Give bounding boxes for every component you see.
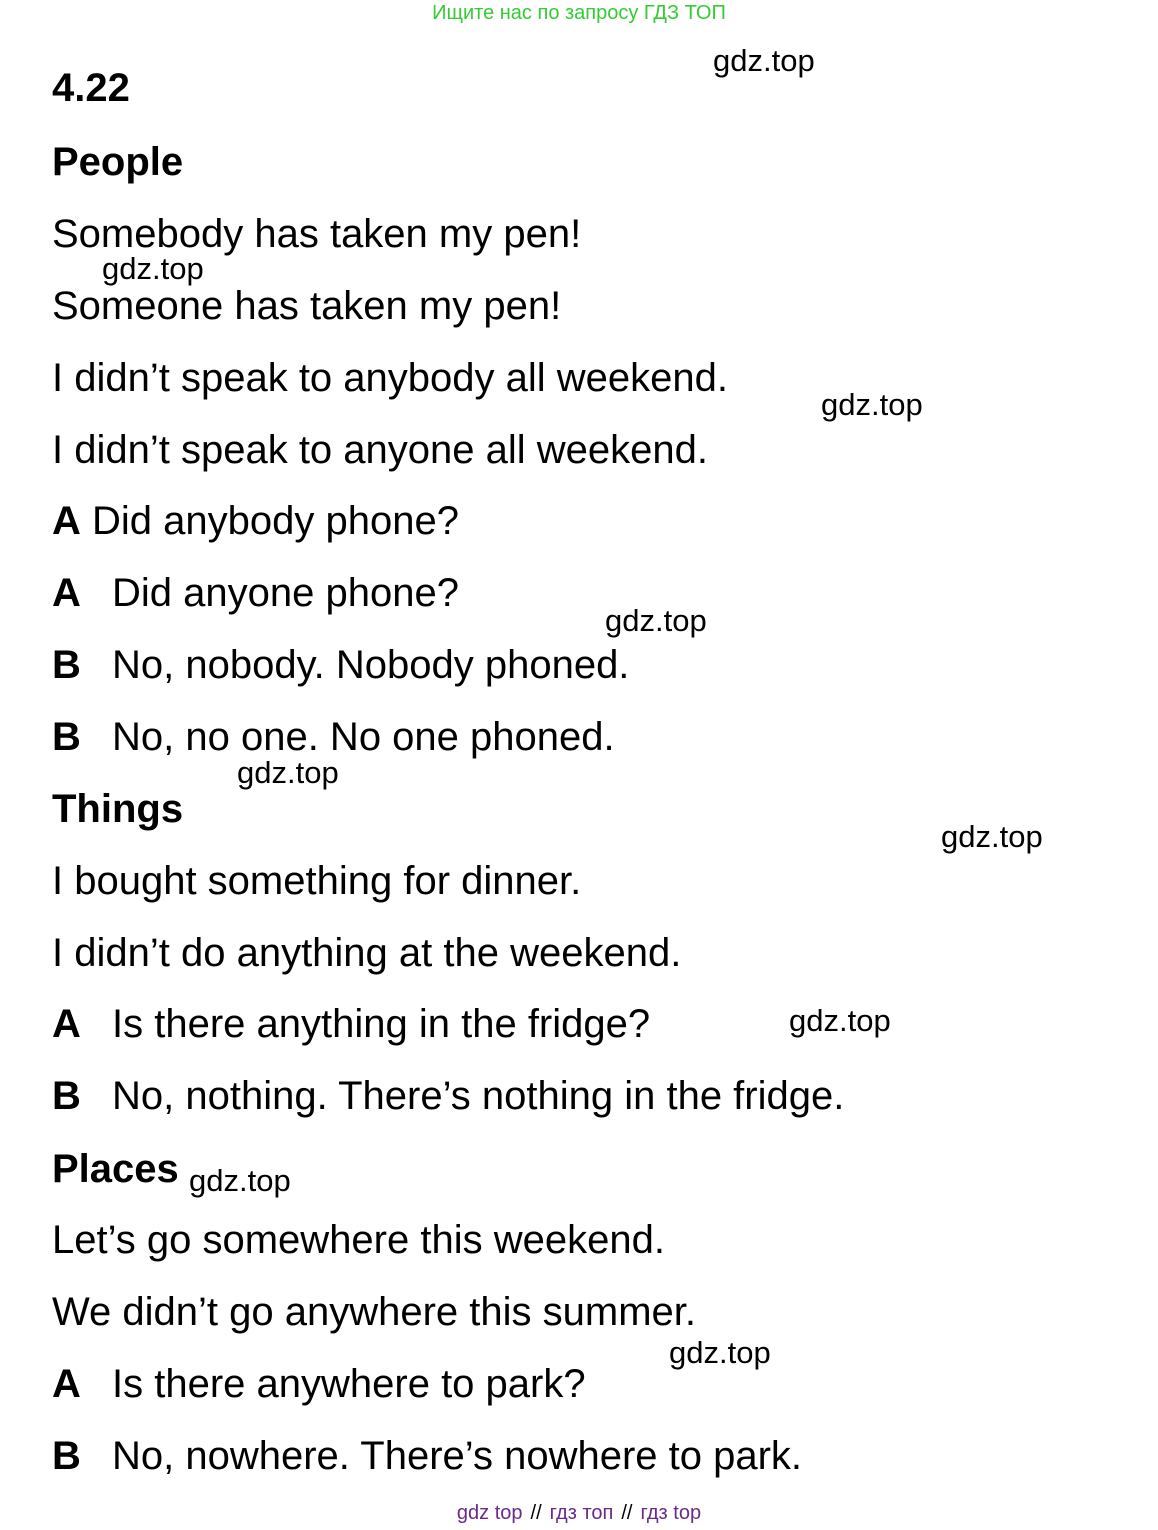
dialogue-text: Did anybody phone? bbox=[92, 499, 459, 543]
sentence: I didn’t do anything at the weekend. bbox=[52, 931, 682, 975]
footer-link[interactable]: гдз top bbox=[640, 1502, 702, 1524]
watermark: gdz.top bbox=[669, 1335, 771, 1370]
speaker-label: A bbox=[52, 571, 81, 615]
dialogue-text: No, nothing. There’s nothing in the fridge. bbox=[112, 1074, 845, 1118]
watermark: gdz.top bbox=[237, 755, 339, 790]
dialogue-line bbox=[52, 713, 615, 761]
watermark: gdz.top bbox=[102, 251, 204, 286]
footer bbox=[0, 1500, 1158, 1526]
dialogue-text: No, no one. No one phoned. bbox=[112, 715, 615, 759]
dialogue-text: Did anyone phone? bbox=[112, 571, 459, 615]
dialogue-text: Is there anything in the fridge? bbox=[112, 1002, 651, 1046]
footer-separator: // bbox=[530, 1502, 542, 1524]
dialogue-text: Is there anywhere to park? bbox=[112, 1362, 586, 1406]
dialogue-line bbox=[52, 1000, 650, 1048]
watermark: gdz.top bbox=[941, 819, 1043, 854]
sentence: I bought something for dinner. bbox=[52, 859, 582, 903]
watermark: gdz.top bbox=[713, 43, 815, 78]
speaker-label: A bbox=[52, 1002, 81, 1046]
dialogue-line bbox=[52, 641, 629, 689]
dialogue-text: No, nowhere. There’s nowhere to park. bbox=[112, 1434, 803, 1478]
footer-link[interactable]: gdz top bbox=[456, 1502, 523, 1524]
sentence: Let’s go somewhere this weekend. bbox=[52, 1218, 665, 1262]
footer-link[interactable]: гдз топ bbox=[549, 1502, 614, 1524]
watermark: gdz.top bbox=[189, 1163, 291, 1198]
speaker-label: B bbox=[52, 1074, 81, 1118]
sentence: I didn’t speak to anybody all weekend. bbox=[52, 356, 728, 400]
speaker-label: B bbox=[52, 715, 81, 759]
watermark: gdz.top bbox=[821, 387, 923, 422]
speaker-label: A bbox=[52, 499, 81, 543]
dialogue-line bbox=[52, 1360, 586, 1408]
exercise-number: 4.22 bbox=[52, 66, 130, 110]
speaker-label: A bbox=[52, 1362, 81, 1406]
dialogue-line bbox=[52, 497, 459, 545]
speaker-label: B bbox=[52, 1434, 81, 1478]
sentence: I didn’t speak to anyone all weekend. bbox=[52, 428, 708, 472]
sentence: Someone has taken my pen! bbox=[52, 284, 562, 328]
speaker-label: B bbox=[52, 643, 81, 687]
section-heading-things: Things bbox=[52, 787, 184, 831]
dialogue-text: No, nobody. Nobody phoned. bbox=[112, 643, 630, 687]
top-banner: Ищите нас по запросу ГДЗ ТОП bbox=[432, 2, 726, 24]
sentence: We didn’t go anywhere this summer. bbox=[52, 1290, 697, 1334]
watermark: gdz.top bbox=[605, 603, 707, 638]
dialogue-line bbox=[52, 569, 459, 617]
sentence: Somebody has taken my pen! bbox=[52, 212, 582, 256]
footer-separator: // bbox=[621, 1502, 633, 1524]
section-heading-places: Places bbox=[52, 1147, 179, 1191]
section-heading-people: People bbox=[52, 140, 184, 184]
watermark: gdz.top bbox=[789, 1003, 891, 1038]
dialogue-line bbox=[52, 1072, 844, 1120]
dialogue-line bbox=[52, 1432, 802, 1480]
